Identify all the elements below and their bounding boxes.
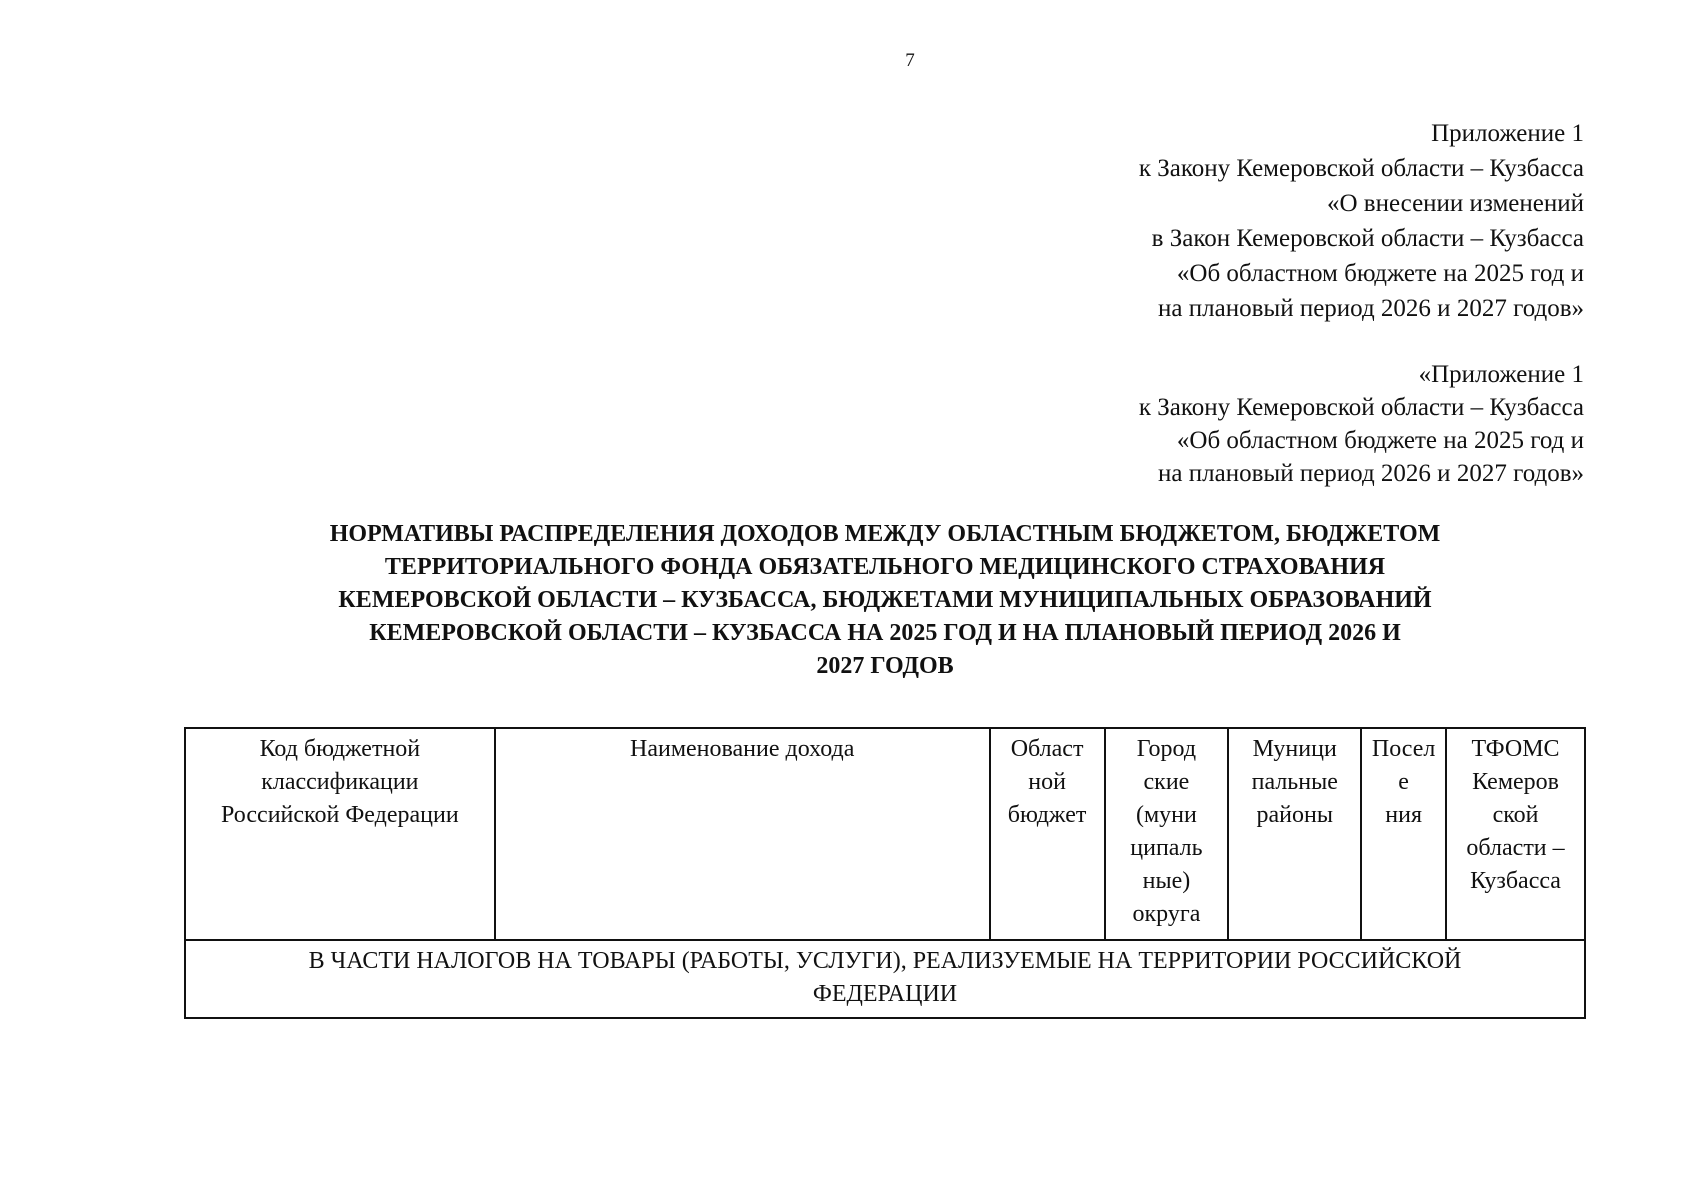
header-income-name: Наименование дохода: [495, 728, 990, 940]
annex-line: к Закону Кемеровской области – Кузбасса: [1138, 155, 1584, 182]
annex-line: в Закон Кемеровской области – Кузбасса: [1151, 225, 1584, 252]
annex-amendment-header: [684, 116, 1584, 326]
norms-table: [184, 727, 1586, 1019]
annex-original-header: [684, 358, 1584, 490]
header-municipal-districts: Муници пальные районы: [1228, 728, 1361, 940]
header-tfoms: ТФОМС Кемеров ской области – Кузбасса: [1446, 728, 1585, 940]
title-line: КЕМЕРОВСКОЙ ОБЛАСТИ – КУЗБАССА, БЮДЖЕТАМИ МУНИЦИПАЛЬНЫХ ОБРАЗОВАНИЙ: [338, 587, 1432, 613]
header-settlements: Посел е ния: [1361, 728, 1446, 940]
header-regional-budget: Област ной бюджет: [990, 728, 1105, 940]
section-heading: В ЧАСТИ НАЛОГОВ НА ТОВАРЫ (РАБОТЫ, УСЛУГИ), РЕАЛИЗУЕМЫЕ НА ТЕРРИТОРИИ РОССИЙСКОЙ ФЕДЕРАЦИИ: [185, 940, 1585, 1018]
annex-line: «Об областном бюджете на 2025 год и: [1176, 427, 1584, 454]
title-line: ТЕРРИТОРИАЛЬНОГО ФОНДА ОБЯЗАТЕЛЬНОГО МЕДИЦИНСКОГО СТРАХОВАНИЯ: [384, 554, 1386, 580]
annex-line: «Об областном бюджете на 2025 год и: [1176, 260, 1584, 287]
title-line: НОРМАТИВЫ РАСПРЕДЕЛЕНИЯ ДОХОДОВ МЕЖДУ ОБЛАСТНЫМ БЮДЖЕТОМ, БЮДЖЕТОМ: [329, 521, 1441, 547]
table-header-row: [185, 728, 1585, 940]
annex-line: к Закону Кемеровской области – Кузбасса: [1138, 394, 1584, 421]
annex-line: на плановый период 2026 и 2027 годов»: [1158, 295, 1584, 322]
annex-line: на плановый период 2026 и 2027 годов»: [1158, 460, 1584, 487]
title-line: КЕМЕРОВСКОЙ ОБЛАСТИ – КУЗБАССА НА 2025 ГОД И НА ПЛАНОВЫЙ ПЕРИОД 2026 И: [369, 620, 1401, 646]
table-section-row: [185, 940, 1585, 1018]
title-line: 2027 ГОДОВ: [816, 653, 954, 679]
annex-line: Приложение 1: [1431, 120, 1584, 147]
page-number: 7: [905, 50, 915, 71]
header-city-districts: Город ские (муни ципаль ные) округа: [1105, 728, 1229, 940]
annex-line: «Приложение 1: [1418, 361, 1584, 388]
document-title: [200, 518, 1570, 683]
annex-line: «О внесении изменений: [1326, 190, 1584, 217]
header-budget-code: Код бюджетной классификации Российской Федерации: [185, 728, 495, 940]
